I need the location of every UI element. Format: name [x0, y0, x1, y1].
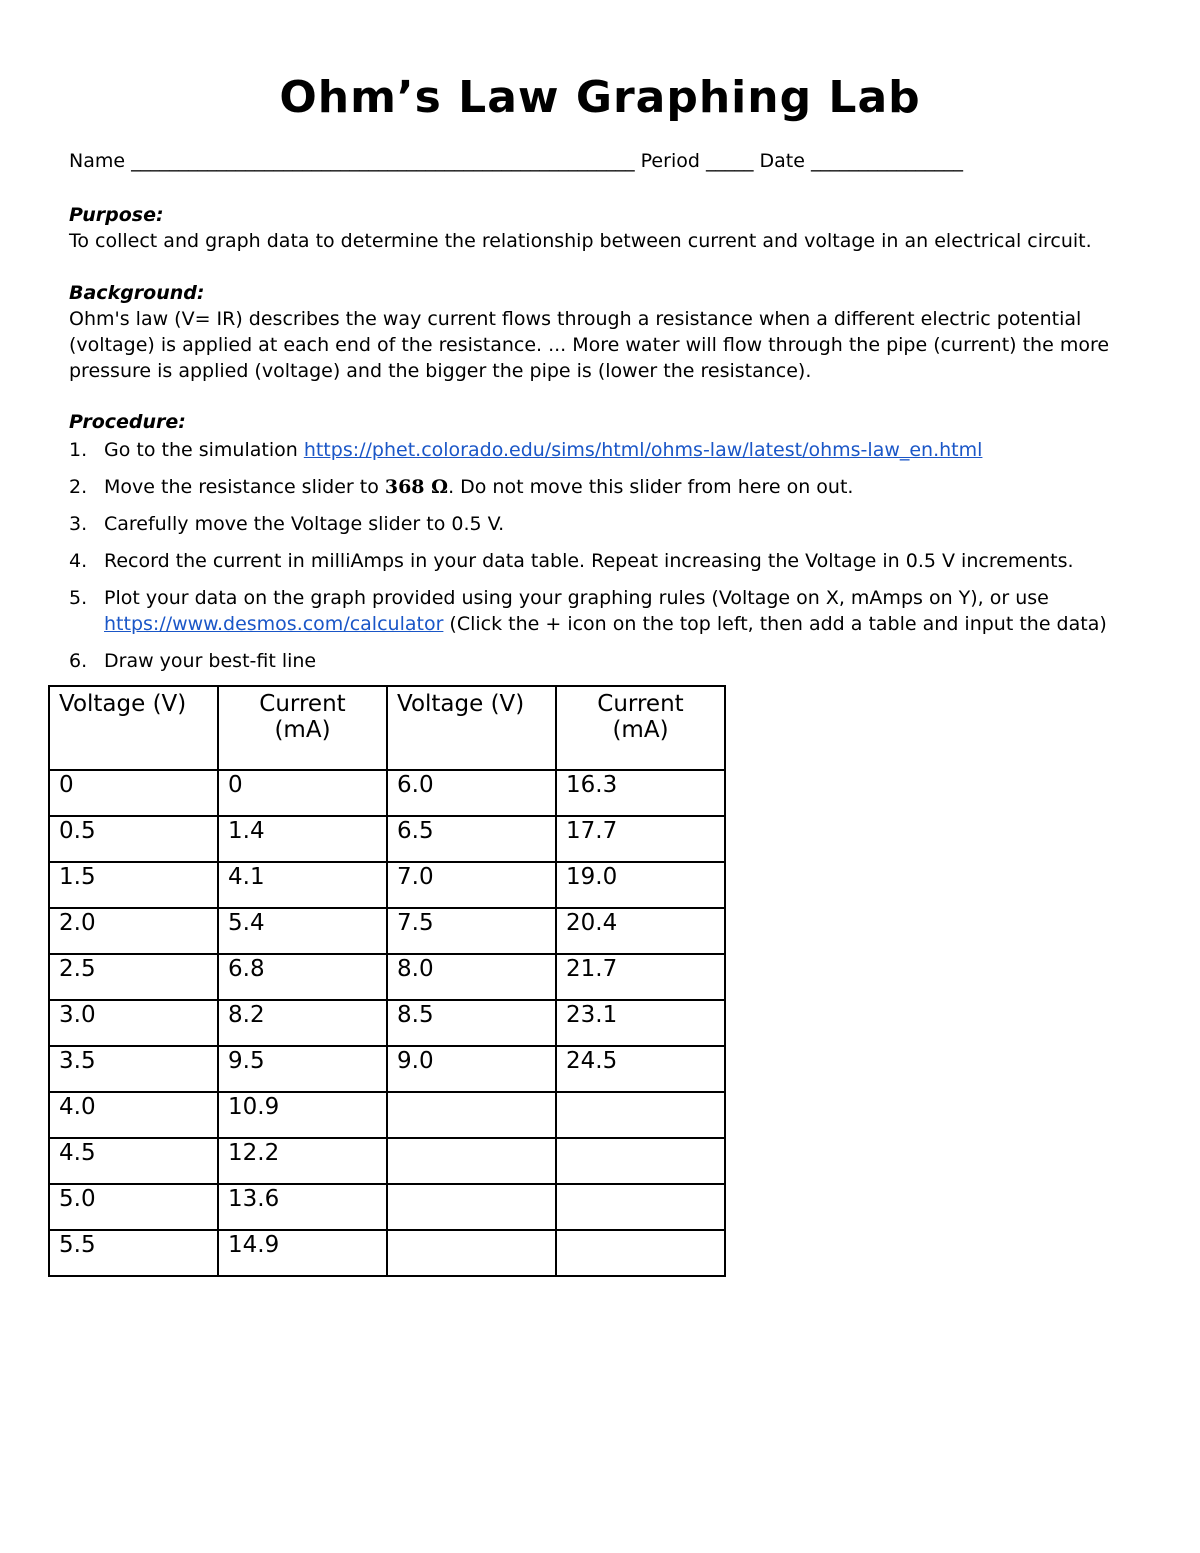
table-row [49, 816, 725, 862]
table-cell: 9.5 [218, 1046, 387, 1092]
table-row [49, 1184, 725, 1230]
table-row [49, 770, 725, 816]
table-cell: 1.5 [49, 862, 218, 908]
column-header-current: Current (mA) [218, 686, 387, 770]
background-section [69, 280, 1131, 384]
table-cell: 2.0 [49, 908, 218, 954]
table-cell: 7.0 [387, 862, 556, 908]
period-blank: _____ [705, 150, 754, 172]
table-cell: 10.9 [218, 1092, 387, 1138]
table-cell [556, 1184, 725, 1230]
table-row [49, 908, 725, 954]
table-cell: 2.5 [49, 954, 218, 1000]
table-cell [387, 1230, 556, 1276]
name-blank: _____________________________________________________ [131, 150, 635, 172]
table-cell: 0 [218, 770, 387, 816]
phet-simulation-link[interactable]: https://phet.colorado.edu/sims/html/ohms-law/latest/ohms-law_en.html [303, 439, 983, 461]
step-text: Move the resistance slider to [104, 476, 385, 498]
step-text: Plot your data on the graph provided using your graphing rules (Voltage on X, mAmps on Y), or use [104, 587, 1049, 609]
table-cell [387, 1184, 556, 1230]
resistance-value: 368 Ω [384, 476, 449, 498]
step-text: Record the current in milliAmps in your data table. Repeat increasing the Voltage in 0.5 V increments. [104, 550, 1074, 572]
column-header-voltage: Voltage (V) [49, 686, 218, 770]
table-cell [556, 1230, 725, 1276]
table-cell: 12.2 [218, 1138, 387, 1184]
period-label: Period [640, 150, 700, 172]
step-text-after: (Click the + icon on the top left, then add a table and input the data) [443, 613, 1107, 635]
table-cell: 23.1 [556, 1000, 725, 1046]
table-row [49, 1000, 725, 1046]
procedure-step-5 [69, 585, 1149, 637]
table-cell: 14.9 [218, 1230, 387, 1276]
date-label: Date [759, 150, 805, 172]
step-text: Draw your best-fit line [104, 650, 317, 672]
table-cell: 8.5 [387, 1000, 556, 1046]
table-cell [387, 1138, 556, 1184]
step-number: 2. [69, 476, 88, 498]
table-cell: 13.6 [218, 1184, 387, 1230]
table-cell: 4.5 [49, 1138, 218, 1184]
desmos-calculator-link[interactable]: https://www.desmos.com/calculator [104, 613, 444, 635]
step-text-after: . Do not move this slider from here on out. [448, 476, 854, 498]
step-text: Carefully move the Voltage slider to 0.5 V. [104, 513, 505, 535]
procedure-heading-wrap [69, 409, 1131, 435]
procedure-heading: Procedure: [69, 411, 186, 433]
table-cell: 5.0 [49, 1184, 218, 1230]
table-cell: 5.4 [218, 908, 387, 954]
table-row [49, 1046, 725, 1092]
table-header-row [49, 686, 725, 770]
table-cell [387, 1092, 556, 1138]
table-cell: 3.5 [49, 1046, 218, 1092]
table-cell: 0.5 [49, 816, 218, 862]
table-cell: 4.0 [49, 1092, 218, 1138]
table-cell [556, 1092, 725, 1138]
table-cell: 20.4 [556, 908, 725, 954]
table-cell: 0 [49, 770, 218, 816]
table-cell: 16.3 [556, 770, 725, 816]
table-row [49, 862, 725, 908]
procedure-step-4 [69, 548, 1149, 574]
table-row [49, 1230, 725, 1276]
step-number: 6. [69, 650, 88, 672]
table-cell: 3.0 [49, 1000, 218, 1046]
data-table [48, 685, 726, 1277]
table-cell: 19.0 [556, 862, 725, 908]
column-header-voltage: Voltage (V) [387, 686, 556, 770]
step-text: Go to the simulation [104, 439, 304, 461]
table-cell: 5.5 [49, 1230, 218, 1276]
procedure-step-6 [69, 648, 1149, 674]
purpose-heading: Purpose: [69, 204, 164, 226]
table-cell: 1.4 [218, 816, 387, 862]
table-row [49, 1138, 725, 1184]
table-cell: 8.2 [218, 1000, 387, 1046]
step-number: 1. [69, 439, 88, 461]
table-row [49, 954, 725, 1000]
step-number: 5. [69, 587, 88, 609]
table-row [49, 1092, 725, 1138]
background-text: Ohm's law (V= IR) describes the way current flows through a resistance when a different electric potential (voltage) is applied at each end of the resistance. ... More water will flow through the pipe (current) the more pressure is applied (voltage) and the bigger the pipe is (lower the resistance). [69, 308, 1110, 382]
step-number: 3. [69, 513, 88, 535]
table-cell: 6.8 [218, 954, 387, 1000]
table-cell [556, 1138, 725, 1184]
header-fields [69, 150, 1131, 172]
table-cell: 17.7 [556, 816, 725, 862]
background-heading: Background: [69, 282, 205, 304]
table-cell: 4.1 [218, 862, 387, 908]
table-cell: 9.0 [387, 1046, 556, 1092]
procedure-step-2 [69, 474, 1149, 500]
procedure-list [69, 437, 1149, 685]
table-cell: 6.0 [387, 770, 556, 816]
table-cell: 21.7 [556, 954, 725, 1000]
table-cell: 7.5 [387, 908, 556, 954]
procedure-step-1 [69, 437, 1149, 463]
name-label: Name [69, 150, 126, 172]
procedure-step-3 [69, 511, 1149, 537]
page-title: Ohm’s Law Graphing Lab [279, 72, 921, 123]
column-header-current: Current (mA) [556, 686, 725, 770]
step-number: 4. [69, 550, 88, 572]
table-cell: 24.5 [556, 1046, 725, 1092]
date-blank: ________________ [810, 150, 963, 172]
table-cell: 6.5 [387, 816, 556, 862]
table-cell: 8.0 [387, 954, 556, 1000]
purpose-section [69, 202, 1131, 254]
purpose-text: To collect and graph data to determine the relationship between current and voltage in an electrical circuit. [69, 230, 1092, 252]
